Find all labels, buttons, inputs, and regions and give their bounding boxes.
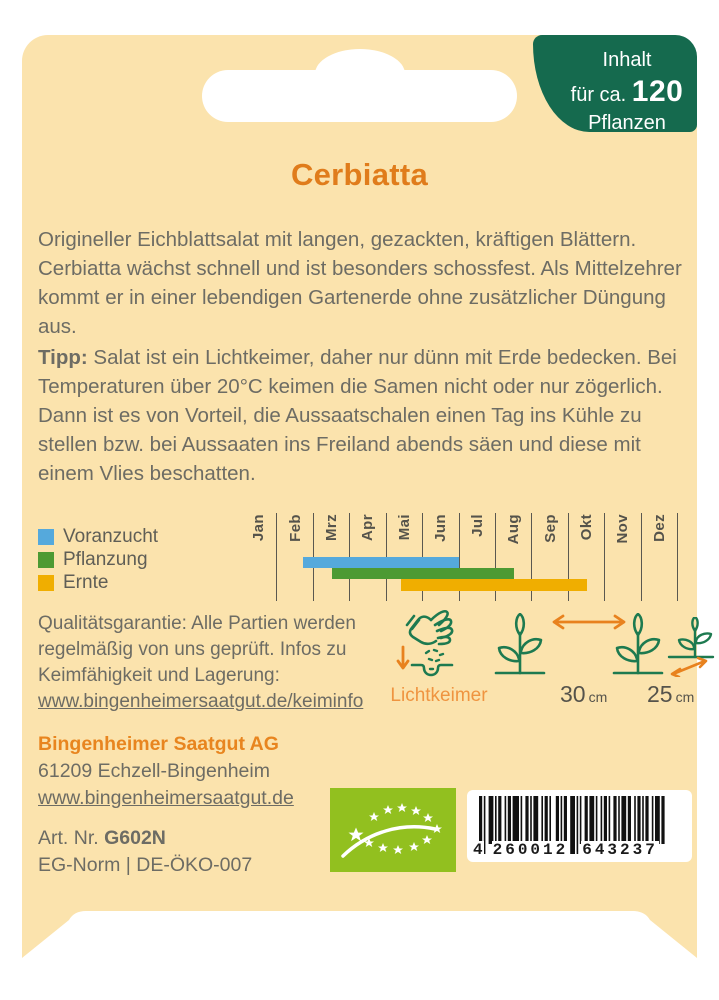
badge-line1: Inhalt xyxy=(602,49,652,71)
plant-spacing-label xyxy=(560,681,607,708)
ean-barcode xyxy=(467,790,692,862)
badge-count: 120 xyxy=(631,75,684,108)
plant-icon-right xyxy=(611,613,665,677)
row-spacing-value: 25 xyxy=(647,681,673,707)
badge-line3: Pflanzen xyxy=(588,111,666,134)
variety-title: Cerbiatta xyxy=(290,157,429,192)
keiminfo-link: www.bingenheimersaatgut.de/keiminfo xyxy=(38,691,364,712)
hanger-slot xyxy=(202,70,517,122)
legend-item-voranzucht xyxy=(38,525,158,548)
tip-text: Salat ist ein Lichtkeimer, daher nur dünn mit Erde bedecken. Bei Temperaturen über 20°C keimen die Samen nicht oder nur zögerlich. Dann ist es von Vorteil, die Aussaatschalen einen Tag ins Kühle zu stellen bzw. bei Aussaaten ins Freiland abends säen und diese mit einem Vlies beschatten. xyxy=(38,346,677,485)
badge-prefix: für ca. xyxy=(570,84,627,106)
month-cell-nov xyxy=(605,513,641,601)
article-number-value: G602N xyxy=(104,827,166,849)
calendar-bar-voranzucht xyxy=(303,557,460,568)
seed-packet-back xyxy=(22,35,697,958)
packet-flap-notch xyxy=(22,911,697,958)
article-number-line xyxy=(38,825,252,852)
barcode-digit-group3: 643237 xyxy=(582,841,658,859)
tip-label: Tipp: xyxy=(38,346,88,369)
row-plant-icon xyxy=(667,617,715,677)
month-label-jun: Jun xyxy=(432,514,450,542)
legend-label-pflanzung: Pflanzung xyxy=(63,548,148,570)
address-block xyxy=(38,731,294,812)
plant-spacing-value: 30 xyxy=(560,681,586,707)
eu-organic-logo xyxy=(330,788,456,872)
plant-icon-left xyxy=(493,613,547,677)
hand-sowing-icon xyxy=(396,601,462,681)
month-label-dez: Dez xyxy=(650,514,668,542)
barcode-digit-group1: 4 xyxy=(473,841,483,859)
legend-item-pflanzung xyxy=(38,548,158,571)
legend-swatch-voranzucht xyxy=(38,529,54,545)
sowing-calendar-chart xyxy=(241,513,678,601)
calendar-legend xyxy=(38,525,158,594)
month-label-mai: Mai xyxy=(395,514,413,541)
quality-guarantee xyxy=(38,611,400,715)
month-label-sep: Sep xyxy=(541,514,559,543)
badge-line2 xyxy=(563,73,691,111)
barcode-digits xyxy=(472,841,659,859)
tip-paragraph xyxy=(38,343,686,488)
month-label-feb: Feb xyxy=(286,514,304,542)
quality-text: Qualitätsgarantie: Alle Partien werden regelmäßig von uns geprüft. Infos zu Keimfähigkeit und Lagerung: xyxy=(38,613,356,686)
company-website: www.bingenheimersaatgut.de xyxy=(38,787,294,809)
month-cell-jan xyxy=(241,513,277,601)
company-name: Bingenheimer Saatgut AG xyxy=(38,733,279,755)
legend-item-ernte xyxy=(38,571,158,594)
month-label-nov: Nov xyxy=(614,514,632,544)
legend-label-ernte: Ernte xyxy=(63,571,109,593)
month-label-jan: Jan xyxy=(250,514,268,542)
barcode-digit-group2: 260012 xyxy=(492,841,569,859)
calendar-bar-ernte xyxy=(401,579,587,591)
company-city: 61209 Echzell-Bingenheim xyxy=(38,760,270,782)
month-label-apr: Apr xyxy=(359,514,377,542)
row-spacing-unit: cm xyxy=(675,689,695,705)
month-cell-dez xyxy=(642,513,678,601)
legend-label-voranzucht: Voranzucht xyxy=(63,525,159,547)
plant-spacing-unit: cm xyxy=(588,689,608,705)
legend-swatch-ernte xyxy=(38,575,54,591)
month-label-mrz: Mrz xyxy=(323,514,341,542)
calendar-bar-pflanzung xyxy=(332,568,514,579)
product-ids xyxy=(38,825,252,879)
row-spacing-label xyxy=(647,681,694,708)
content-badge xyxy=(533,35,697,132)
month-label-okt: Okt xyxy=(578,514,595,541)
eg-norm-line: EG-Norm | DE-ÖKO-007 xyxy=(38,854,253,876)
legend-swatch-pflanzung xyxy=(38,552,54,568)
month-label-aug: Aug xyxy=(505,514,523,545)
description-paragraph: Origineller Eichblattsalat mit langen, gezackten, kräftigen Blättern. Cerbiatta wächst schnell und ist besonders schossfest. Als Mittelzehrer kommt er in einer lebendigen Gartenerde ohne zusätzlicher Düngung aus. xyxy=(38,228,682,338)
article-number-label: Art. Nr. xyxy=(38,827,105,849)
month-label-jul: Jul xyxy=(468,514,486,537)
lichtkeimer-label: Lichtkeimer xyxy=(390,685,488,706)
